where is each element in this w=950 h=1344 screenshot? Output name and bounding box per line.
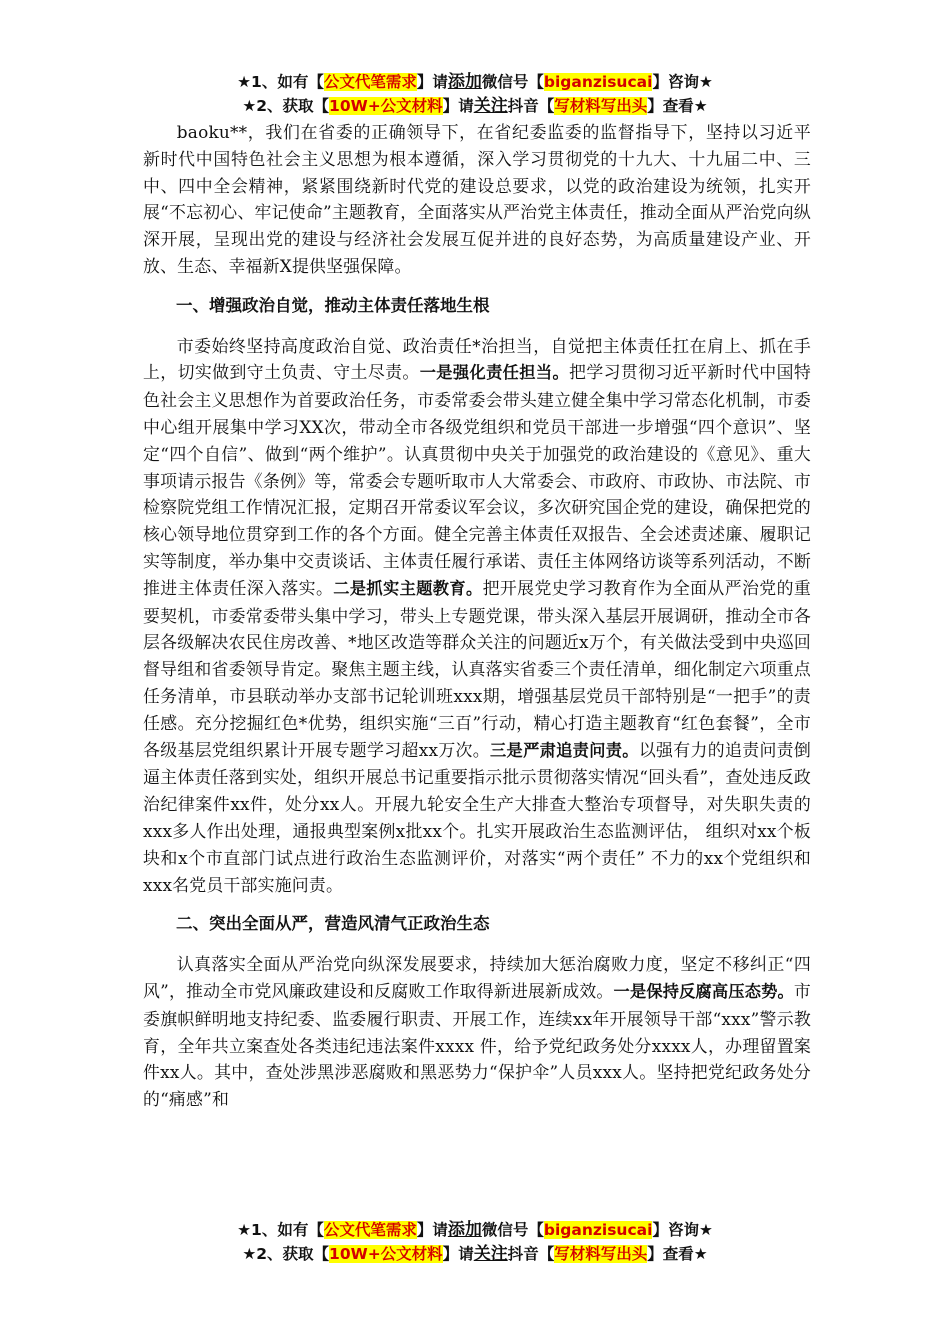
ad-text: 】请 bbox=[416, 1221, 448, 1239]
body-text: 以强有力的追责问责倒逼主体责任落到实处，组织开展总书记重要指示批示贯彻落实情况“回头看”，查处违反政治纪律案件xx件，处分xx人。开展九轮安全生产大排查大整治专项督导，对失职失责的xxx多人作出处理，通报典型案例x批xx个。扎实开展政治生态监测评估， 组织对xx个板块和x个市直部门试点进行政治生态监测评价，对落实“两个责任” 不力的xx个党组织和xxx名党员干部实施问责。 bbox=[143, 739, 812, 895]
ad-text: ★2、获取【 bbox=[242, 1245, 330, 1263]
ad-text: 】查看★ bbox=[647, 97, 708, 115]
ad-text: 】请 bbox=[442, 97, 474, 115]
section-1-paragraph bbox=[143, 333, 811, 899]
bold-lead-text: 三是严肃追责问责。 bbox=[490, 740, 639, 760]
ad-text: 】查看★ bbox=[647, 1245, 708, 1263]
ad-text: ★1、如有【 bbox=[237, 1221, 324, 1239]
section-heading-1: 一、增强政治自觉，推动主体责任落地生根 bbox=[176, 295, 490, 315]
ad-text: 】咨询★ bbox=[652, 73, 713, 91]
ad-text: 抖音【 bbox=[507, 97, 555, 115]
ad-text: 】请 bbox=[442, 1245, 474, 1263]
ad-text: 】咨询★ bbox=[652, 1221, 713, 1239]
ad-text: ★1、如有【 bbox=[237, 73, 324, 91]
ad-text: 】请 bbox=[416, 73, 448, 91]
ad-line-1 bbox=[0, 70, 950, 94]
section-heading-2: 二、突出全面从严，营造风清气正政治生态 bbox=[176, 914, 490, 934]
section-2-paragraph bbox=[143, 951, 811, 1113]
intro-paragraph: baoku**，我们在省委的正确领导下，在省纪委监委的监督指导下，坚持以习近平新时代中国特色社会主义思想为根本遵循，深入学习贯彻党的十九大、十九届二中、三中、四中全会精神，紧紧围绕新时代党的建设总要求，以党的政治建设为统领，扎实开展“不忘初心、牢记使命”主题教育，全面落实从严治党主体责任，推动全面从严治党向纵深开展，呈现出党的建设与经济社会发展互促并进的良好态势，为高质量建设产业、开放、生态、幸福新X提供坚强保障。 bbox=[143, 122, 811, 276]
ad-highlight: 公文代笔需求 bbox=[323, 73, 417, 91]
ad-text: ★2、获取【 bbox=[242, 97, 330, 115]
body-text: 把学习贯彻习近平新时代中国特色社会主义思想作为首要政治任务，市委常委会带头建立健全集中学习常态化机制，市委中心组开展集中学习XX次，带动全市各级党组织和党员干部进一步增强“四个意识”、坚定“四个自信”、做到“两个维护”。认真贯彻中央关于加强党的政治建设的《意见》、重大事项请示报告《条例》等，常委会专题听取市人大常委会、市政府、市政协、市法院、市检察院党组工作情况汇报，定期召开常委议军会议，多次研究国企党的建设，确保把党的核心领导地位贯穿到工作的各个方面。健全完善主体责任双报告、全会述责述廉、履职记实等制度，举办集中交责谈话、主体责任履行承诺、责任主体网络访谈等系列活动，不断推进主体责任深入落实。 bbox=[143, 362, 811, 598]
footer-ad-block bbox=[0, 1218, 950, 1266]
ad-wechat-id: biganzisucai bbox=[543, 1221, 653, 1239]
ad-text: 微信号【 bbox=[481, 1221, 544, 1239]
ad-line-1 bbox=[0, 1218, 950, 1242]
ad-line-2 bbox=[0, 1242, 950, 1266]
ad-underlined-text: 添加 bbox=[447, 72, 482, 92]
ad-underlined-text: 关注 bbox=[473, 1244, 508, 1264]
ad-douyin-id: 写材料写出头 bbox=[554, 1245, 648, 1263]
body-text: 把开展党史学习教育作为全面从严治党的重要契机，市委常委带头集中学习，带头上专题党课，带头深入基层开展调研，推动全市各层各级解决农民住房改善、*地区改造等群众关注的问题近x万个，有关做法受到中央巡回督导组和省委领导肯定。聚焦主题主线，认真落实省委三个责任清单，细化制定六项重点任务清单，市县联动举办支部书记轮训班xxx期，增强基层党员干部特别是“一把手”的责任感。充分挖掘红色*优势，组织实施“三百”行动，精心打造主题教育“红色套餐”，全市各级基层党组织累计开展专题学习超xx万次。 bbox=[143, 577, 811, 760]
ad-line-2 bbox=[0, 94, 950, 118]
ad-underlined-text: 关注 bbox=[473, 96, 508, 116]
document-body bbox=[143, 119, 811, 1113]
header-ad-block bbox=[0, 70, 950, 118]
ad-douyin-id: 写材料写出头 bbox=[554, 97, 648, 115]
ad-text: 抖音【 bbox=[507, 1245, 555, 1263]
ad-text: 微信号【 bbox=[481, 73, 544, 91]
ad-highlight: 公文代笔需求 bbox=[323, 1221, 417, 1239]
ad-highlight: 10W+公文材料 bbox=[329, 1245, 443, 1263]
ad-highlight: 10W+公文材料 bbox=[329, 97, 443, 115]
ad-underlined-text: 添加 bbox=[447, 1220, 482, 1240]
body-text: 市委始终坚持高度政治自觉、政治责任*治担当，自觉把主体责任扛在肩上、抓在手上，切实做到守土负责、守土尽责。 bbox=[143, 335, 811, 383]
ad-wechat-id: biganzisucai bbox=[543, 73, 653, 91]
body-text: 认真落实全面从严治党向纵深发展要求，持续加大惩治腐败力度，坚定不移纠正“四风”，推动全市党风廉政建设和反腐败工作取得新进展新成效。 bbox=[143, 954, 811, 1001]
body-text: 市委旗帜鲜明地支持纪委、监委履行职责、开展工作，连续xx年开展领导干部“xxx”警示教育，全年共立案查处各类违纪违法案件xxxx 件，给予党纪政务处分xxxx人，办理留置案件xx人。其中，查处涉黑涉恶腐败和黑恶势力“保护伞”人员xxx人。坚持把党纪政务处分的“痛感”和 bbox=[143, 980, 812, 1110]
bold-lead-text: 二是抓实主题教育。 bbox=[333, 578, 483, 598]
bold-lead-text: 一是保持反腐高压态势。 bbox=[613, 981, 794, 1001]
bold-lead-text: 一是强化责任担当。 bbox=[419, 363, 570, 383]
